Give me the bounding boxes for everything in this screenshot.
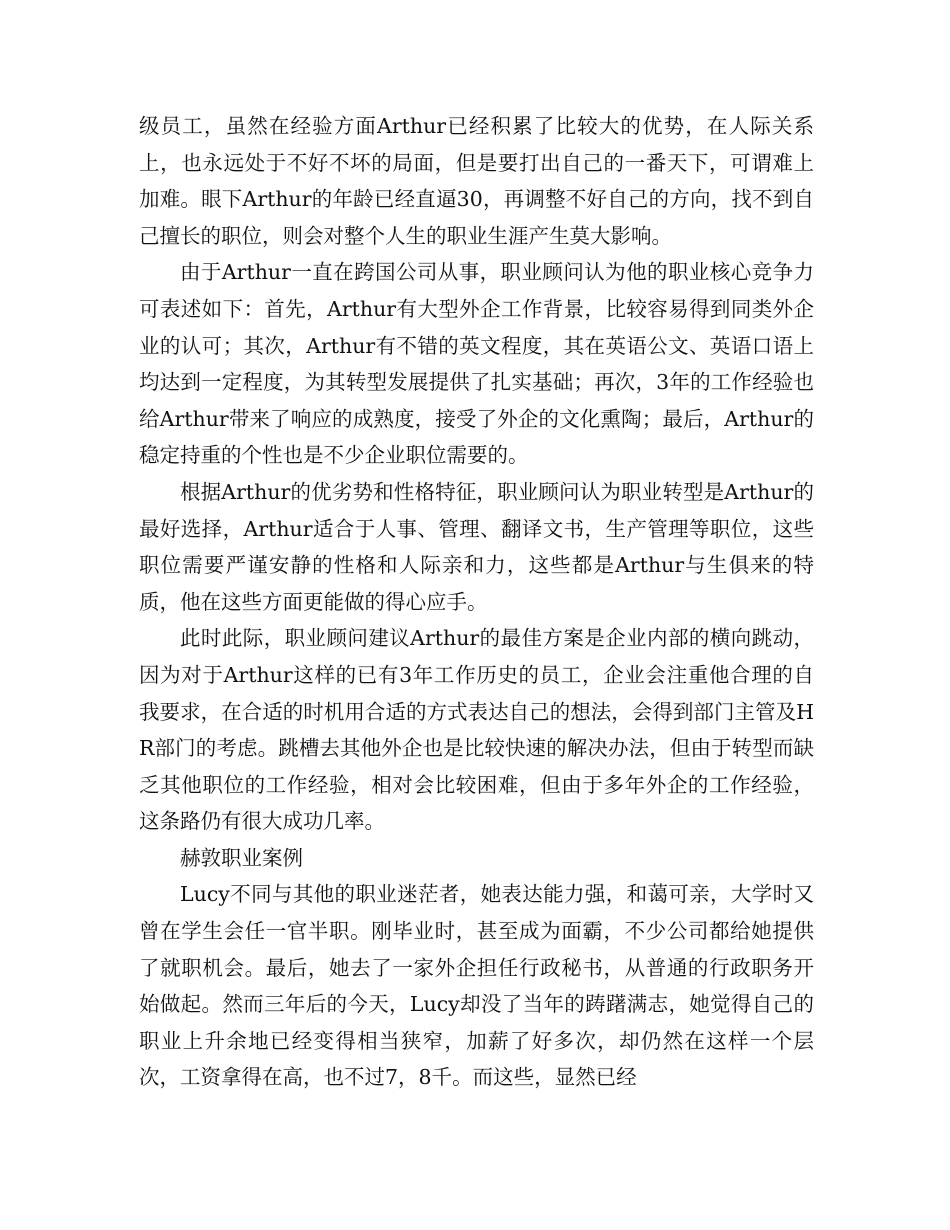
section-heading: 赫敦职业案例 xyxy=(180,845,303,870)
paragraph-continuation: 级员工，虽然在经验方面Arthur已经积累了比较大的优势，在人际关系上，也永远处于不好不坏的局面，但是要打出自己的一番天下，可谓难上加难。眼下Arthur的年龄已经直逼30，再调整不好自己的方向，找不到自己擅长的职位，则会对整个人生的职业生涯产生莫大影响。 xyxy=(139,114,814,248)
paragraph-career-transition: 根据Arthur的优劣势和性格特征，职业顾问认为职业转型是Arthur的最好选择，Arthur适合于人事、管理、翻译文书，生产管理等职位，这些职位需要严谨安静的性格和人际亲和力，这些都是Arthur与生俱来的特质，他在这些方面更能做的得心应手。 xyxy=(139,479,814,614)
document-page xyxy=(139,108,814,1096)
paragraph-core-competence: 由于Arthur一直在跨国公司从事，职业顾问认为他的职业核心竞争力可表述如下：首先，Arthur有大型外企工作背景，比较容易得到同类外企业的认可；其次，Arthur有不错的英文程度，其在英语公文、英语口语上均达到一定程度，为其转型发展提供了扎实基础；再次，3年的工作经验也给Arthur带来了响应的成熟度，接受了外企的文化熏陶；最后，Arthur的稳定持重的个性也是不少企业职位需要的。 xyxy=(139,260,814,468)
paragraph-lucy-case: Lucy不同与其他的职业迷茫者，她表达能力强，和蔼可亲，大学时又曾在学生会任一官半职。刚毕业时，甚至成为面霸，不少公司都给她提供了就职机会。最后，她去了一家外企担任行政秘书，从普通的行政职务开始做起。然而三年后的今天，Lucy却没了当年的踌躇满志，她觉得自己的职业上升余地已经变得相当狭窄，加薪了好多次，却仍然在这样一个层次，工资拿得在高，也不过7，8千。而这些，显然已经 xyxy=(139,882,814,1090)
paragraph-recommendation: 此时此际，职业顾问建议Arthur的最佳方案是企业内部的横向跳动，因为对于Arthur这样的已有3年工作历史的员工，企业会注重他合理的自我要求，在合适的时机用合适的方式表达自己的想法，会得到部门主管及HR部门的考虑。跳槽去其他外企也是比较快速的解决办法，但由于转型而缺乏其他职位的工作经验，相对会比较困难，但由于多年外企的工作经验，这条路仍有很大成功几率。 xyxy=(139,626,814,834)
